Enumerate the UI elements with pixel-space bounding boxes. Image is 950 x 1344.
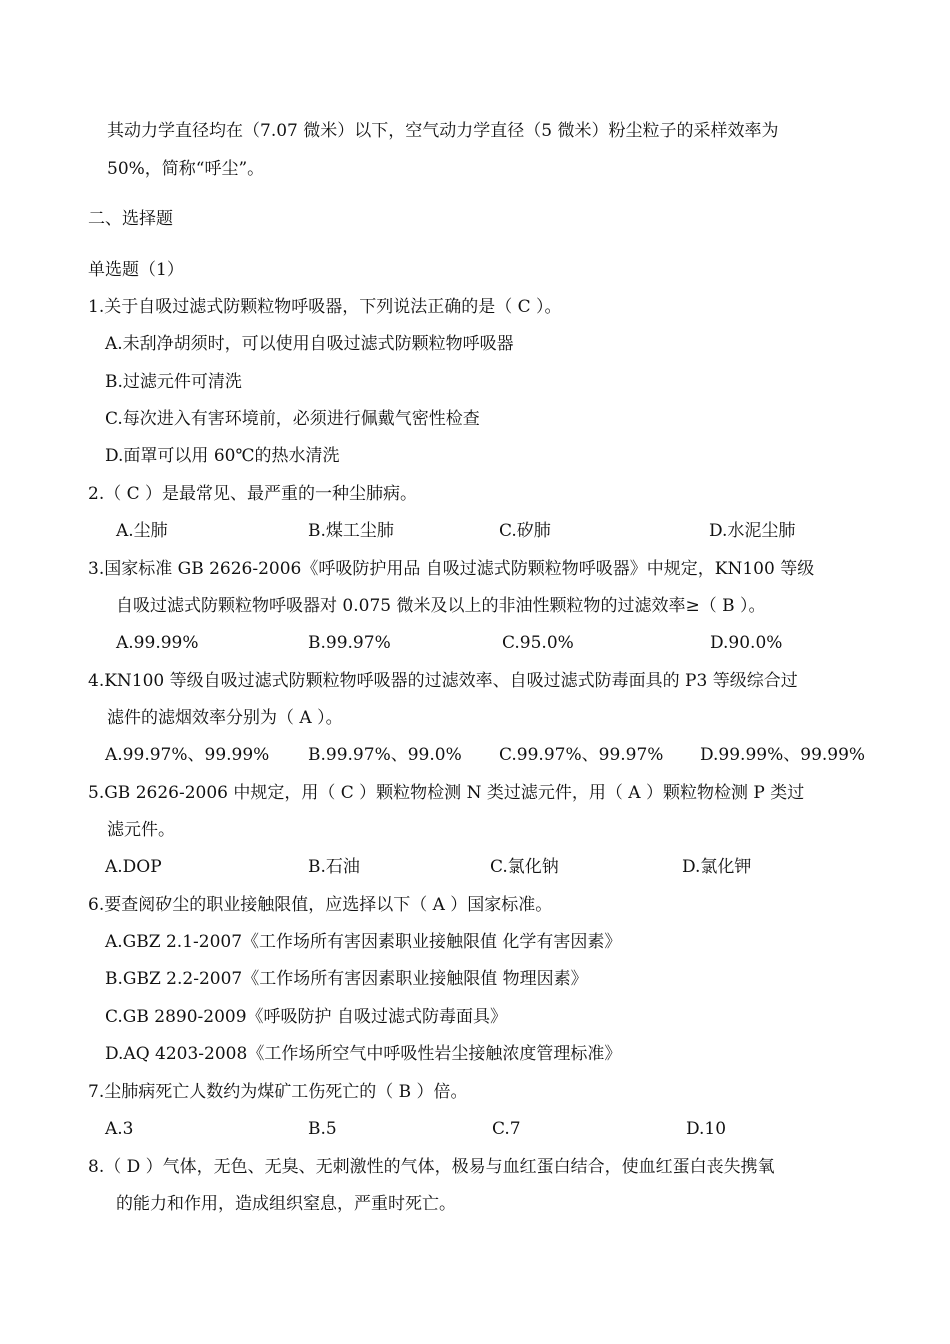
q3-option-c: C.95.0%	[502, 633, 574, 653]
q6-option-c: C.GB 2890-2009《呼吸防护 自吸过滤式防毒面具》	[105, 1007, 507, 1027]
section-title: 二、选择题	[88, 209, 173, 229]
q7-option-c: C.7	[492, 1119, 521, 1139]
q4-option-b: B.99.97%、99.0%	[308, 745, 462, 765]
q4-option-c: C.99.97%、99.97%	[499, 745, 664, 765]
q7-stem: 7.尘肺病死亡人数约为煤矿工伤死亡的（ B ）倍。	[88, 1082, 468, 1102]
q5-option-c: C.氯化钠	[490, 857, 559, 877]
q5-option-b: B.石油	[308, 857, 360, 877]
q2-option-b: B.煤工尘肺	[308, 521, 394, 541]
q5-stem-line-1: 5.GB 2626-2006 中规定，用（ C ）颗粒物检测 N 类过滤元件，用（ A ）颗粒物检测 P 类过	[88, 783, 805, 803]
q2-option-c: C.矽肺	[499, 521, 551, 541]
subsection-title: 单选题（1）	[88, 260, 184, 280]
q5-option-d: D.氯化钾	[682, 857, 752, 877]
q8-stem-line-2: 的能力和作用，造成组织窒息，严重时死亡。	[116, 1194, 456, 1214]
q4-option-a: A.99.97%、99.99%	[105, 745, 270, 765]
q6-stem: 6.要查阅矽尘的职业接触限值，应选择以下（ A ）国家标准。	[88, 895, 553, 915]
intro-line-2: 50%，简称“呼尘”。	[107, 159, 265, 179]
q3-option-a: A.99.99%	[116, 633, 199, 653]
q1-stem: 1.关于自吸过滤式防颗粒物呼吸器，下列说法正确的是（ C ）。	[88, 297, 562, 317]
q8-stem-line-1: 8.（ D ）气体，无色、无臭、无刺激性的气体，极易与血红蛋白结合，使血红蛋白丧失携氧	[88, 1157, 775, 1177]
q3-stem-line-1: 3.国家标准 GB 2626-2006《呼吸防护用品 自吸过滤式防颗粒物呼吸器》中规定，KN100 等级	[88, 559, 815, 579]
q3-option-d: D.90.0%	[710, 633, 783, 653]
q4-option-d: D.99.99%、99.99%	[700, 745, 866, 765]
q6-option-b: B.GBZ 2.2-2007《工作场所有害因素职业接触限值 物理因素》	[105, 969, 588, 989]
q3-option-b: B.99.97%	[308, 633, 391, 653]
q7-option-b: B.5	[308, 1119, 337, 1139]
q2-stem: 2.（ C ）是最常见、最严重的一种尘肺病。	[88, 484, 418, 504]
q1-option-b: B.过滤元件可清洗	[105, 372, 242, 392]
q7-option-a: A.3	[105, 1119, 134, 1139]
q6-option-d: D.AQ 4203-2008《工作场所空气中呼吸性岩尘接触浓度管理标准》	[105, 1044, 622, 1064]
q7-option-d: D.10	[686, 1119, 727, 1139]
q1-option-c: C.每次进入有害环境前，必须进行佩戴气密性检查	[105, 409, 480, 429]
q5-stem-line-2: 滤元件。	[107, 820, 175, 840]
q2-option-d: D.水泥尘肺	[709, 521, 796, 541]
q1-option-d: D.面罩可以用 60℃的热水清洗	[105, 446, 340, 466]
q5-option-a: A.DOP	[105, 857, 162, 877]
q4-stem-line-2: 滤件的滤烟效率分别为（ A ）。	[107, 708, 343, 728]
intro-line-1: 其动力学直径均在（7.07 微米）以下，空气动力学直径（5 微米）粉尘粒子的采样效率为	[107, 121, 779, 141]
q4-stem-line-1: 4.KN100 等级自吸过滤式防颗粒物呼吸器的过滤效率、自吸过滤式防毒面具的 P3 等级综合过	[88, 671, 798, 691]
q6-option-a: A.GBZ 2.1-2007《工作场所有害因素职业接触限值 化学有害因素》	[105, 932, 622, 952]
q1-option-a: A.未刮净胡须时，可以使用自吸过滤式防颗粒物呼吸器	[105, 334, 514, 354]
q2-option-a: A.尘肺	[116, 521, 168, 541]
q3-stem-line-2: 自吸过滤式防颗粒物呼吸器对 0.075 微米及以上的非油性颗粒物的过滤效率≥（ B ）。	[116, 596, 766, 616]
